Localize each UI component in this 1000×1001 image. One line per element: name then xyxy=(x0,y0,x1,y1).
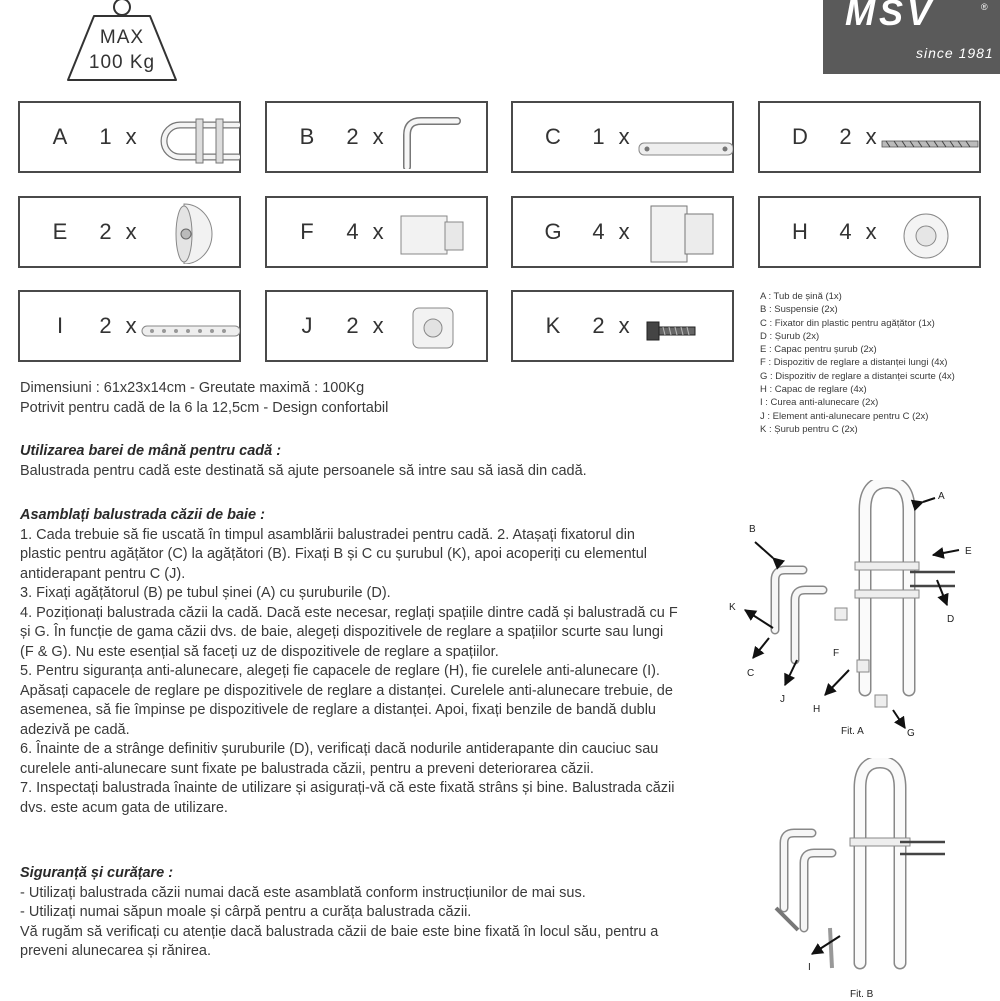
diagram-label-g: G xyxy=(907,728,915,739)
part-letter: J xyxy=(301,313,313,338)
rail-tube-b xyxy=(860,762,900,963)
part-letter: H xyxy=(792,219,808,244)
usage-section xyxy=(20,442,730,481)
diagram-label-d: D xyxy=(947,614,955,625)
rail-tube-icon xyxy=(140,107,240,169)
long-screw-icon xyxy=(880,107,980,169)
part-qty: 4 x xyxy=(346,219,388,244)
part-letter: I xyxy=(56,313,64,338)
parts-legend xyxy=(760,290,1000,436)
anti-slip-pad-icon xyxy=(387,296,487,358)
plastic-holder-icon xyxy=(633,107,733,169)
part-qty: 2 x xyxy=(592,313,634,338)
part-letter: F xyxy=(300,219,314,244)
assembly-line: asemenea, să fie împinse pe dispozitivele de reglare a distanței. Apoi, fixați benzile de bandă dublu xyxy=(20,702,656,718)
part-letter: D xyxy=(792,124,808,149)
part-box-h xyxy=(758,196,981,268)
legend-item: I : Curea anti-alunecare (2x) xyxy=(760,397,879,409)
rail-tube-a xyxy=(865,482,909,690)
assembly-line: adezivă pe cadă. xyxy=(20,721,130,738)
legend-item: C : Fixator din plastic pentru agățător (1x) xyxy=(760,317,935,329)
legend-item: B : Suspensie (2x) xyxy=(760,304,838,316)
part-letter: A xyxy=(52,124,68,149)
legend-item: A : Tub de șină (1x) xyxy=(760,291,842,302)
specs-line: Potrivit pentru cadă de la 6 la 12,5cm - Design confortabil xyxy=(20,399,389,416)
part-qty: 2 x xyxy=(346,313,388,338)
safety-line: - Utilizați numai săpun moale și cârpă pentru a curăța balustrada căzii. xyxy=(20,904,472,920)
part-qty: 2 x xyxy=(99,313,141,338)
brand-name: MSV xyxy=(845,0,936,33)
assembly-line: 7. Inspectați balustrada înainte de utilizare și asigurați-vă că este fixată strâns și bine. Balustrada căzii xyxy=(20,780,675,796)
anti-slip-strap-icon xyxy=(140,296,240,358)
long-spacer-icon xyxy=(387,202,487,264)
legend-item: J : Element anti-alunecare pentru C (2x) xyxy=(760,410,929,422)
specs-line: Dimensiuni : 61x23x14cm - Greutate maximă : 100Kg xyxy=(20,380,365,396)
part-qty: 2 x xyxy=(346,124,388,149)
short-spacer-icon xyxy=(633,202,733,264)
part-letter: C xyxy=(545,124,561,149)
part-qty: 2 x xyxy=(99,219,141,244)
bent-bracket-icon xyxy=(387,107,487,169)
diagram-label-h: H xyxy=(813,704,821,715)
dome-cap-icon xyxy=(140,202,240,264)
assembly-line: și G. În funcție de gama căzii dvs. de baie, alegeți dispozitivele de reglare a spațiilor scurte sau lungi xyxy=(20,624,664,640)
weight-value: 100 Kg xyxy=(88,52,156,73)
assembly-diagram-a xyxy=(725,480,1000,740)
legend-item: F : Dispozitiv de reglare a distanței lungi (4x) xyxy=(760,357,948,369)
safety-line: preveni alunecarea și rănirea. xyxy=(20,943,212,959)
assembly-line: plastic pentru agățător (C) la agățători (B). Fixați B și C cu șurubul (K), apoi acoperiți cu elementul xyxy=(20,546,647,562)
safety-section xyxy=(20,864,730,962)
part-box-g xyxy=(511,196,734,268)
part-box-k xyxy=(511,290,734,362)
legend-item: G : Dispozitiv de reglare a distanței scurte (4x) xyxy=(760,370,955,382)
part-qty: 2 x xyxy=(839,124,881,149)
usage-title: Utilizarea barei de mână pentru cadă : xyxy=(20,443,282,459)
part-qty: 4 x xyxy=(592,219,634,244)
figure-caption-a: Fit. A xyxy=(841,726,864,737)
assembly-diagram-b xyxy=(760,758,1000,1001)
part-box-i xyxy=(18,290,241,362)
brand-since: since 1981 xyxy=(916,45,994,61)
part-qty: 1 x xyxy=(592,124,634,149)
part-box-d xyxy=(758,101,981,173)
brand-registered-mark: ® xyxy=(981,2,988,12)
part-box-a xyxy=(18,101,241,173)
part-box-c xyxy=(511,101,734,173)
brand-logo xyxy=(823,0,1000,74)
assembly-section xyxy=(20,506,730,818)
diagram-label-c: C xyxy=(747,668,755,679)
diagram-label-a: A xyxy=(938,491,945,502)
part-qty: 1 x xyxy=(99,124,141,149)
diagram-label-b: B xyxy=(749,524,756,535)
assembly-title: Asamblați balustrada căzii de baie : xyxy=(20,507,265,523)
assembly-line: 6. Înainte de a strânge definitiv șuruburile (D), verificați dacă nodurile antiderapante din cauciuc sau xyxy=(20,741,659,757)
diagram-label-k: K xyxy=(729,602,736,613)
assembly-line: 3. Fixați agățătorul (B) pe tubul șinei (A) cu șuruburile (D). xyxy=(20,585,391,601)
small-screw-icon xyxy=(633,296,733,358)
legend-item: H : Capac de reglare (4x) xyxy=(760,384,867,396)
safety-line: Vă rugăm să verificați cu atenție dacă balustrada căzii de baie este bine fixată în locul său, pentru a xyxy=(20,923,659,940)
diagram-label-f: F xyxy=(833,648,840,659)
part-qty: 4 x xyxy=(839,219,881,244)
max-weight-badge xyxy=(64,0,174,84)
safety-title: Siguranță și curățare : xyxy=(20,865,174,881)
assembly-line: antiderapant pentru C (J). xyxy=(20,565,186,582)
assembly-line: 4. Poziționați balustrada căzii la cadă. Dacă este necesar, reglați spațiile dintre cadă și balustradă cu F xyxy=(20,604,678,621)
specs xyxy=(20,379,730,418)
part-box-b xyxy=(265,101,488,173)
usage-text: Balustrada pentru cadă este destinată să ajute persoanele să intre sau să iasă din cadă. xyxy=(20,462,587,479)
legend-item: D : Șurub (2x) xyxy=(760,330,820,342)
weight-max-label: MAX xyxy=(99,27,145,48)
part-box-j xyxy=(265,290,488,362)
part-box-f xyxy=(265,196,488,268)
adjust-cap-icon xyxy=(880,202,980,264)
part-letter: G xyxy=(544,219,562,244)
legend-item: E : Capac pentru șurub (2x) xyxy=(760,344,877,356)
diagram-label-j: J xyxy=(780,694,785,705)
assembly-line: dvs. este acum gata de utilizare. xyxy=(20,799,228,816)
part-letter: B xyxy=(299,124,315,149)
legend-item: K : Șurub pentru C (2x) xyxy=(760,423,858,435)
assembly-line: Apăsați capacele de reglare pe dispozitivele de reglare a distanței. Curelele anti-alunecare trebuie, de xyxy=(20,682,673,699)
part-letter: K xyxy=(545,313,561,338)
assembly-line: 5. Pentru siguranța anti-alunecare, alegeți fie capacele de reglare (H), fie curelele anti-alunecare (I). xyxy=(20,663,660,679)
figure-caption-b: Fit. B xyxy=(850,989,874,1000)
diagram-label-e: E xyxy=(965,546,972,557)
diagram-label-i: I xyxy=(808,962,811,973)
part-box-e xyxy=(18,196,241,268)
part-letter: E xyxy=(52,219,68,244)
assembly-line: (F & G). Nu este esențial să faceți uz de dispozitivele de reglare a spațiilor. xyxy=(20,643,499,660)
safety-line: - Utilizați balustrada căzii numai dacă este asamblată conform instrucțiunilor de mai sus. xyxy=(20,884,586,901)
assembly-line: 1. Cada trebuie să fie uscată în timpul asamblării balustradei pentru cadă. 2. Atașați fixatorul din xyxy=(20,526,635,543)
assembly-line: curelele anti-alunecare sunt fixate pe balustrada căzii, pentru a preveni deteriorarea căzii. xyxy=(20,760,594,777)
